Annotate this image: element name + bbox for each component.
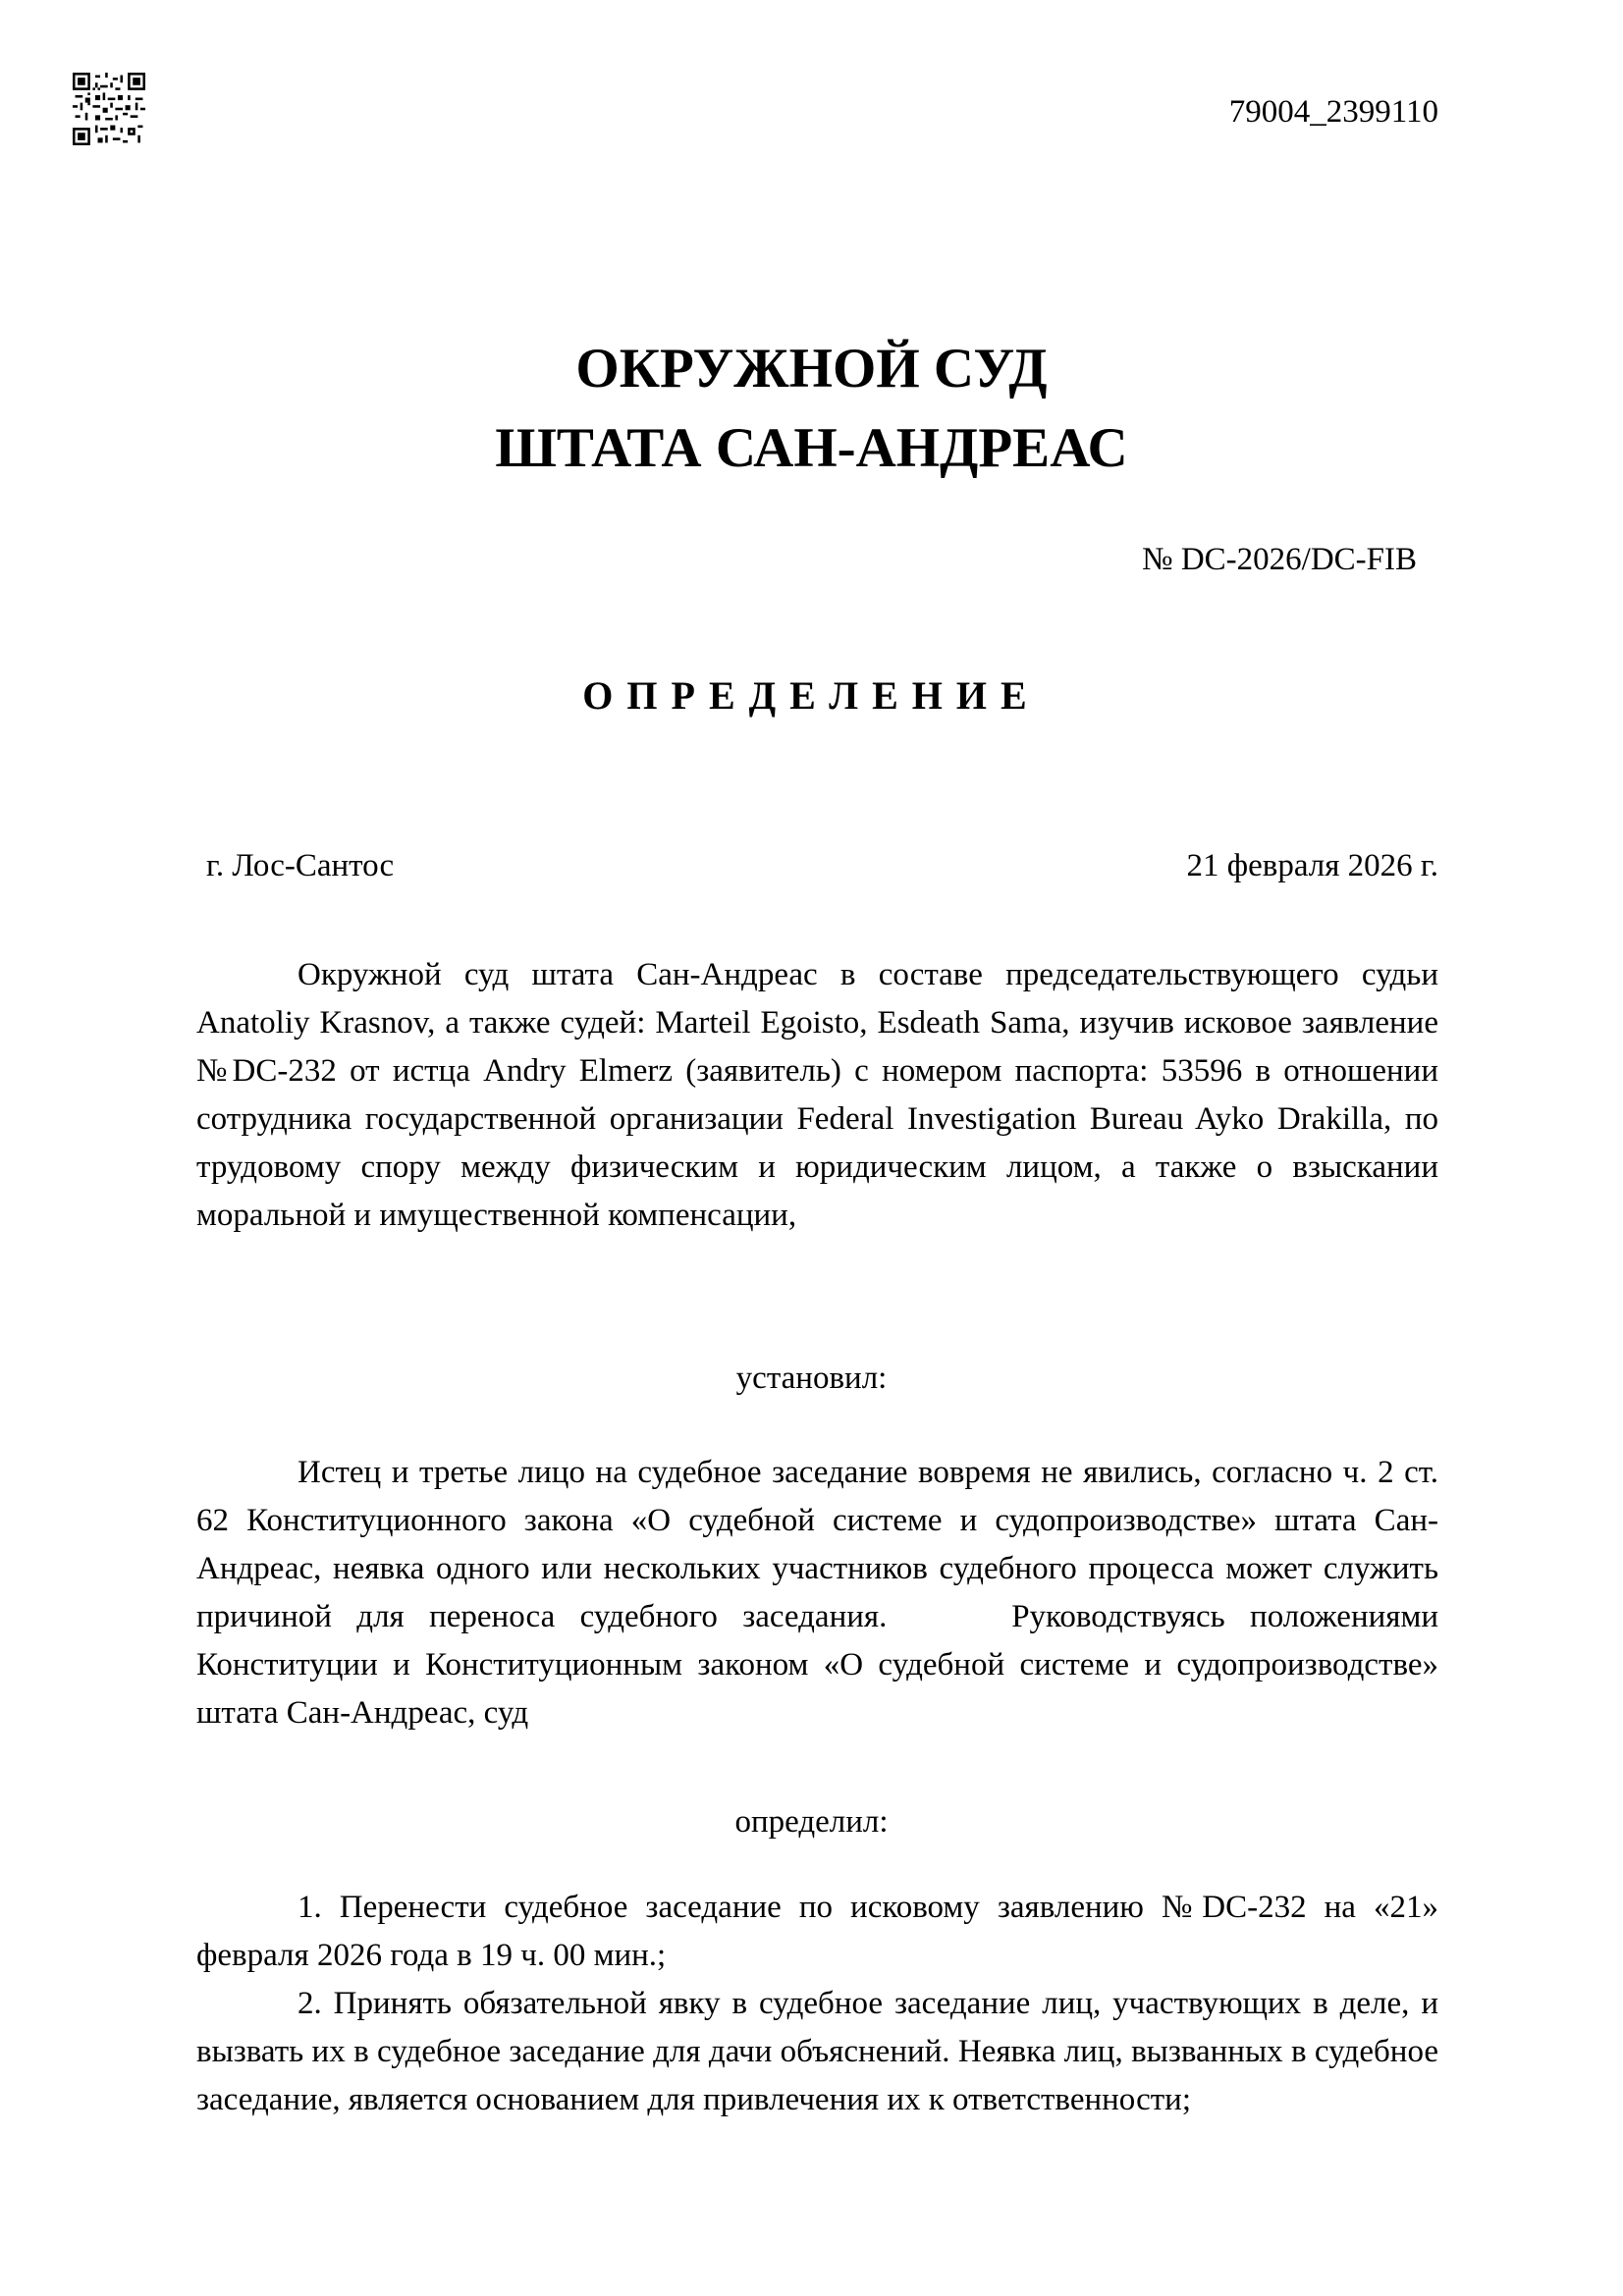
established-heading: установил: — [735, 1361, 888, 1396]
document-type-title: ОПРЕДЕЛЕНИЕ — [582, 673, 1041, 718]
court-title — [0, 329, 1623, 488]
intro-paragraph: Окружной суд штата Сан-Андреас в составе председательствующего судьи Anatoliy Krasnov, а также судей: Marteil Egoisto, Esdeath Sama, изучив исковое заявление №DC-232 от истца Andry Elmerz (заявитель) с номером паспорта: 53596 в отношении сотрудника государственной организации Federal Investigation Bureau Ayko Drakilla, по трудовому спору между физическим и юридическим лицом, а также о взыскании моральной и имущественной компенсации, — [196, 957, 1438, 1233]
court-title-line1: ОКРУЖНОЙ СУД — [575, 338, 1048, 400]
case-number: № DC-2026/DC-FIB — [1142, 542, 1417, 577]
decision-item-1: 1. Перенести судебное заседание по исковому заявлению №DC-232 на «21» февраля 2026 года в 19 ч. 00 мин.; — [196, 1890, 1438, 1973]
document-date: 21 февраля 2026 г. — [1186, 848, 1438, 883]
established-paragraph: Истец и третье лицо на судебное заседание вовремя не явились, согласно ч. 2 ст. 62 Конституционного закона «О судебной системе и судопроизводстве» штата Сан-Андреас, неявка одного или нескольких участников судебного процесса может служить причиной для переноса судебного заседания. Руководствуясь положениями Конституции и Конституционным законом «О судебной системе и судопроизводстве» штата Сан-Андреас, суд — [196, 1455, 1447, 1731]
court-title-line2: ШТАТА САН-АНДРЕАС — [495, 417, 1128, 479]
decided-heading: определил: — [734, 1804, 889, 1840]
place-of-issue: г. Лос-Сантос — [206, 848, 395, 883]
qr-code-icon — [73, 73, 145, 145]
decision-item-2: 2. Принять обязательной явку в судебное заседание лиц, участвующих в деле, и вызвать их в судебное заседание для дачи объяснений. Неявка лиц, вызванных в судебное заседание, является основанием для привлечения их к ответственности; — [196, 1986, 1438, 2117]
document-code: 79004_2399110 — [1228, 94, 1438, 130]
